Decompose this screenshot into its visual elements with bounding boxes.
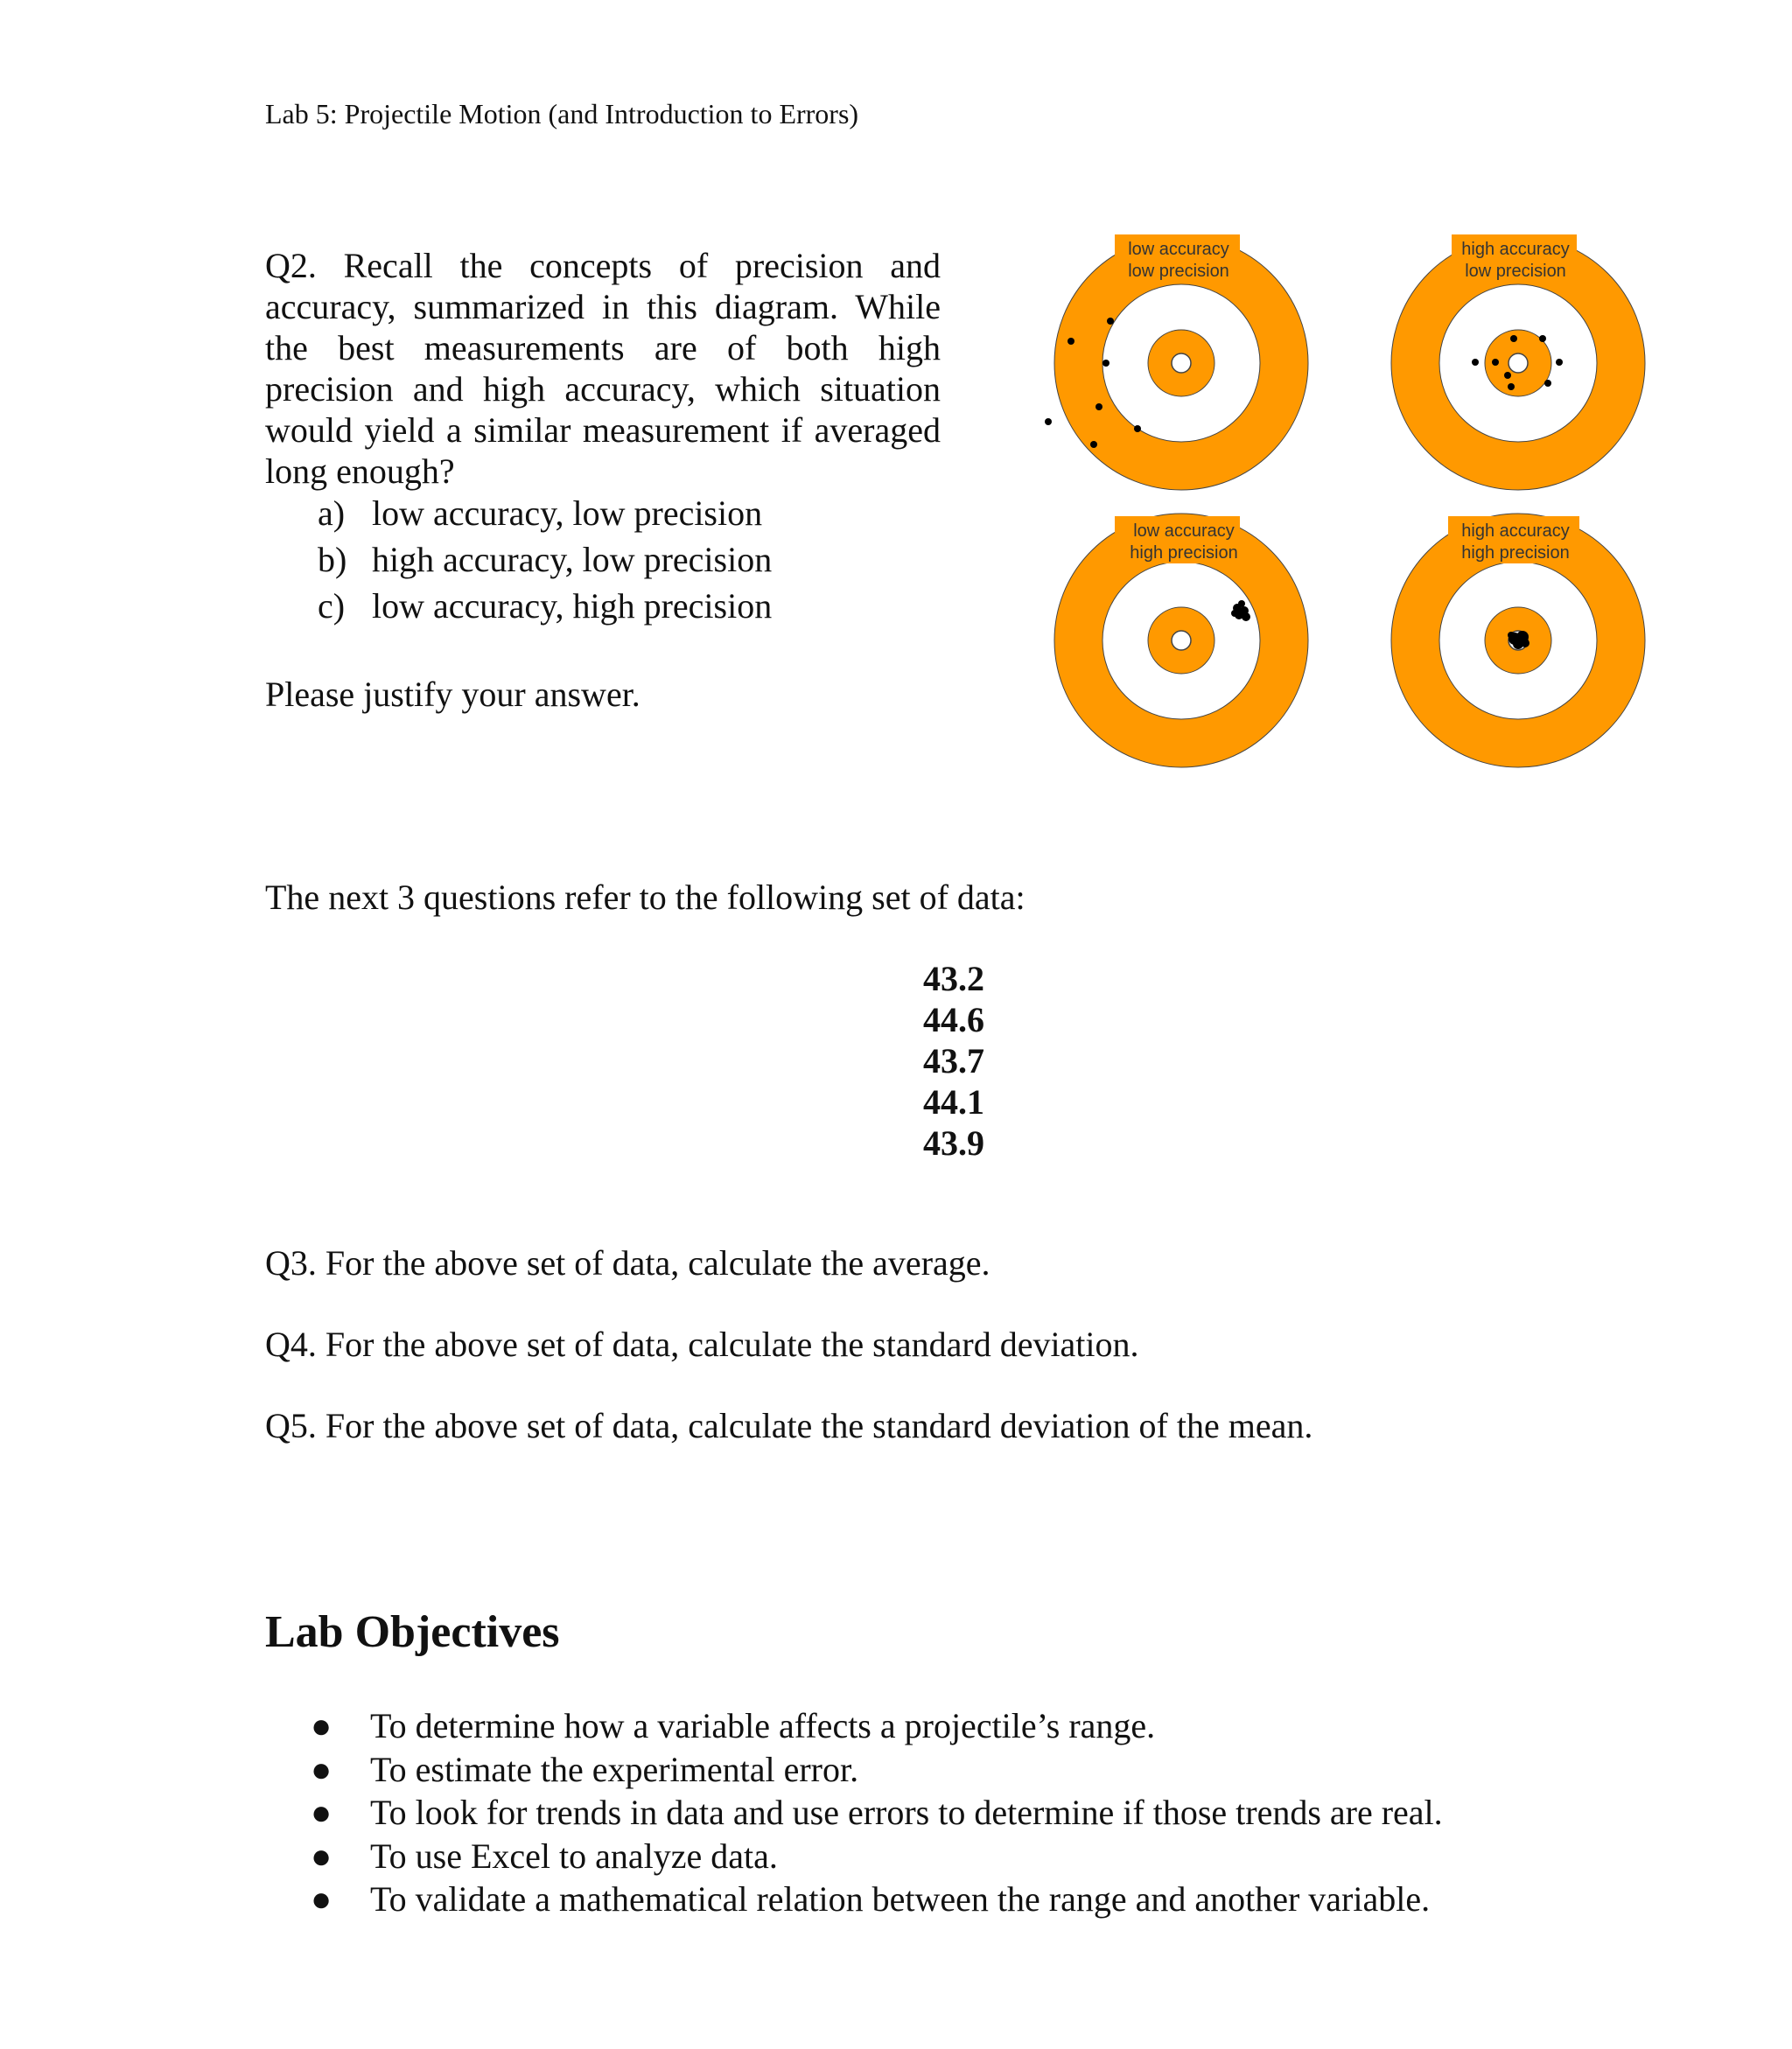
target-label: high precision: [1130, 543, 1238, 563]
target-label: low precision: [1465, 262, 1566, 281]
data-value: 43.9: [923, 1123, 984, 1163]
target-high-accuracy-low-precision: [1391, 234, 1645, 490]
data-value: 44.6: [923, 1000, 984, 1039]
option-text: low accuracy, high precision: [372, 586, 773, 626]
data-intro: The next 3 questions refer to the following set of data:: [265, 878, 1026, 917]
data-value: 44.1: [923, 1082, 984, 1122]
objective-text: To validate a mathematical relation between the range and another variable.: [370, 1879, 1431, 1919]
target-low-accuracy-high-precision: [1054, 514, 1308, 767]
option-b: [318, 536, 772, 583]
data-value: 43.7: [923, 1041, 984, 1080]
data-list: [901, 958, 1059, 1164]
precision-accuracy-diagram: [1006, 210, 1671, 787]
bullet-icon: ●: [311, 1749, 332, 1789]
option-label: a): [318, 493, 346, 533]
list-item: [311, 1835, 1443, 1878]
option-c: [318, 583, 772, 629]
target-high-accuracy-high-precision: [1391, 514, 1645, 767]
list-item: [311, 1791, 1443, 1835]
target-label: low accuracy: [1128, 240, 1229, 259]
option-a: [318, 490, 772, 536]
target-label: high accuracy: [1461, 240, 1570, 259]
question-5: Q5. For the above set of data, calculate the standard deviation of the mean.: [265, 1406, 1313, 1445]
option-text: high accuracy, low precision: [372, 540, 773, 579]
bullet-icon: ●: [311, 1793, 332, 1832]
page-header: Lab 5: Projectile Motion (and Introduction to Errors): [265, 98, 859, 129]
question-2-options: [318, 490, 772, 629]
question-2-text: Q2. Recall the concepts of precision and accuracy, summarized in this diagram. While the best measurements are of both high precision and high accuracy, which situation would yield a similar measurement if averaged long enough?: [265, 246, 941, 491]
option-text: low accuracy, low precision: [372, 493, 763, 533]
list-item: [311, 1704, 1443, 1748]
target-label: low accuracy: [1133, 521, 1235, 541]
option-label: b): [318, 540, 347, 579]
question-3: Q3. For the above set of data, calculate the average.: [265, 1243, 990, 1283]
objectives-heading: Lab Objectives: [265, 1607, 560, 1657]
option-label: c): [318, 586, 346, 626]
target-label: high accuracy: [1461, 521, 1570, 541]
justify-prompt: Please justify your answer.: [265, 675, 640, 714]
bullet-icon: ●: [311, 1836, 332, 1876]
objective-text: To look for trends in data and use errors to determine if those trends are real.: [370, 1793, 1443, 1832]
bullet-icon: ●: [311, 1879, 332, 1919]
objective-text: To use Excel to analyze data.: [370, 1836, 778, 1876]
objectives-list: [311, 1704, 1443, 1921]
bullet-icon: ●: [311, 1706, 332, 1745]
target-label: low precision: [1128, 262, 1229, 281]
target-label: high precision: [1461, 543, 1570, 563]
question-4: Q4. For the above set of data, calculate the standard deviation.: [265, 1325, 1139, 1364]
objective-text: To estimate the experimental error.: [370, 1749, 859, 1789]
target-low-accuracy-low-precision: [1045, 234, 1308, 490]
list-item: [311, 1878, 1443, 1921]
list-item: [311, 1748, 1443, 1792]
data-value: 43.2: [923, 959, 984, 998]
objective-text: To determine how a variable affects a projectile’s range.: [370, 1706, 1156, 1745]
